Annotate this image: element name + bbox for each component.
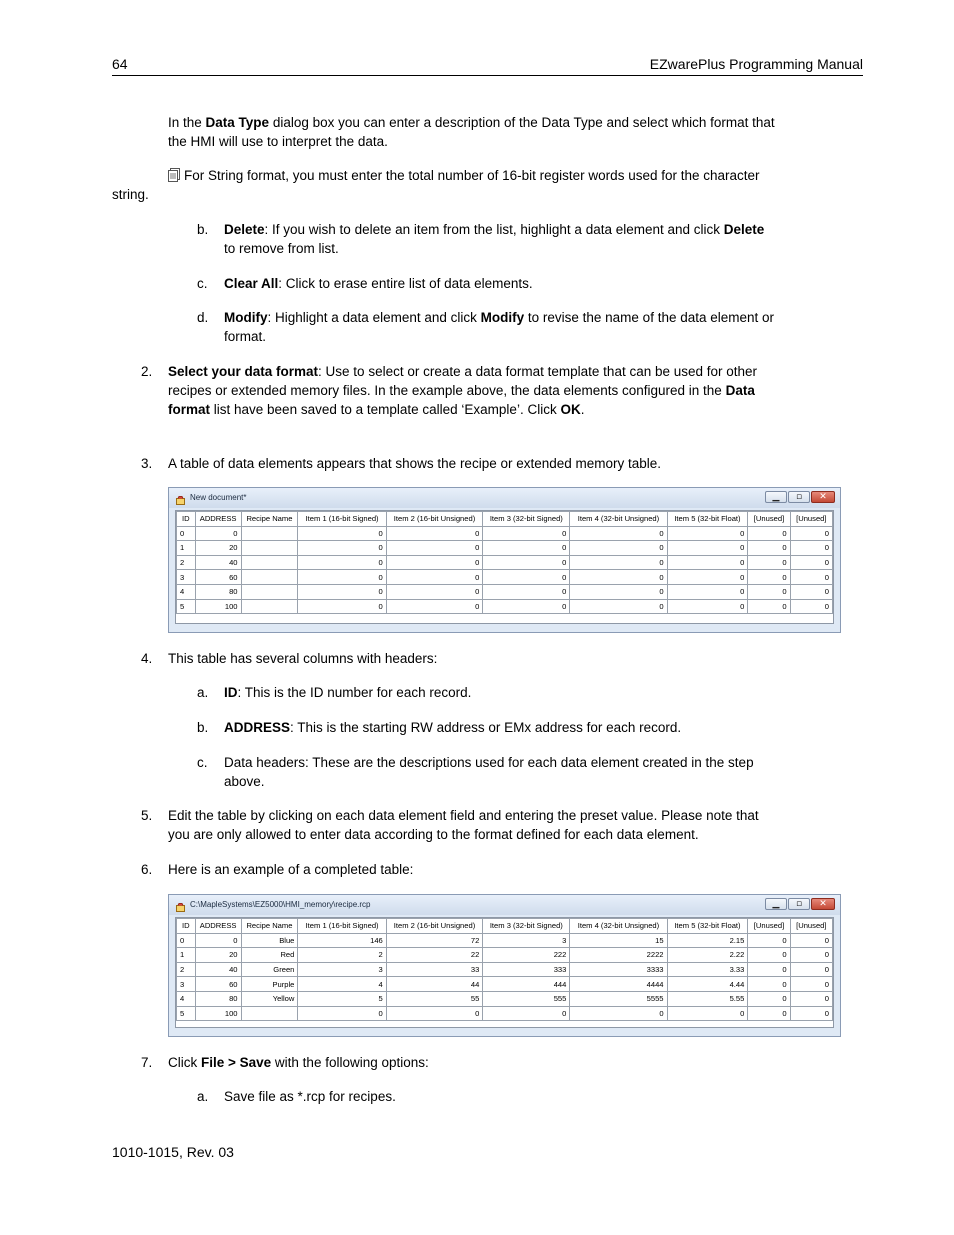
table-cell[interactable]: 0 (748, 948, 790, 963)
table-row (177, 599, 833, 614)
list-letter: a. (197, 1089, 209, 1104)
table-cell[interactable]: 0 (483, 570, 570, 585)
table-row (177, 555, 833, 570)
page-number: 64 (112, 56, 128, 72)
table-cell[interactable]: 22 (386, 948, 483, 963)
window-title: C:\MapleSystems\EZ5000\HMI_memory\recipe.rcp (190, 900, 371, 909)
table-row (177, 1006, 833, 1021)
table-cell[interactable]: 0 (748, 962, 790, 977)
table-cell[interactable]: Blue (241, 933, 298, 948)
row-id-cell: 3 (177, 570, 196, 585)
list-item-save-as: Save file as *.rcp for recipes. (224, 1089, 396, 1104)
row-id-cell: 0 (177, 526, 196, 541)
row-id-cell: 1 (177, 541, 196, 556)
table-cell[interactable]: 33 (386, 962, 483, 977)
table-cell[interactable]: 0 (790, 933, 832, 948)
table-cell[interactable]: 0 (748, 526, 790, 541)
recipe-table (176, 918, 833, 1021)
table-cell[interactable]: Yellow (241, 991, 298, 1006)
table-cell[interactable] (241, 541, 298, 556)
table-cell[interactable]: 80 (195, 584, 241, 599)
row-id-cell: 3 (177, 977, 196, 992)
column-header[interactable]: ID (177, 512, 196, 527)
table-cell[interactable]: 0 (748, 584, 790, 599)
modify-text-2: to revise the name of the data element or (524, 310, 775, 325)
table-cell[interactable]: 0 (483, 541, 570, 556)
table-cell[interactable]: 44 (386, 977, 483, 992)
table-row (177, 991, 833, 1006)
table-cell[interactable]: 0 (298, 599, 386, 614)
row-id-cell: 4 (177, 991, 196, 1006)
column-header[interactable]: [Unused] (748, 919, 790, 934)
note-line2: string. (112, 187, 149, 202)
table-cell[interactable]: 0 (667, 526, 748, 541)
table-cell[interactable]: 0 (570, 555, 667, 570)
table-cell[interactable]: 0 (748, 599, 790, 614)
table-cell[interactable]: 60 (195, 977, 241, 992)
column-header[interactable]: [Unused] (790, 512, 832, 527)
row-id-cell: 5 (177, 1006, 196, 1021)
window-title: New document* (190, 493, 247, 502)
row-id-cell: 5 (177, 599, 196, 614)
table-cell[interactable] (241, 526, 298, 541)
minimize-icon: ▁ (772, 492, 780, 502)
table-cell[interactable]: 0 (790, 1006, 832, 1021)
intro-paragraph (168, 113, 775, 151)
data-headers-text: Data headers: These are the descriptions used for each data element created in the step (224, 755, 754, 770)
table-cell[interactable]: 0 (790, 570, 832, 585)
table-cell[interactable]: 146 (298, 933, 386, 948)
table-cell[interactable]: 15 (570, 933, 667, 948)
data-headers-line2: above. (224, 774, 265, 789)
step7-text: Click (168, 1055, 201, 1070)
window-title-bar (169, 488, 840, 508)
close-button[interactable] (811, 491, 835, 503)
step-number: 6. (141, 862, 153, 877)
table-row (177, 570, 833, 585)
step2-bold-ok: OK (560, 402, 581, 417)
table-cell[interactable] (241, 599, 298, 614)
step2-line1: : Use to select or create a data format template that can be used for other (318, 364, 758, 379)
table-cell[interactable]: 0 (570, 599, 667, 614)
table-cell[interactable]: 0 (483, 555, 570, 570)
table-cell[interactable]: 72 (386, 933, 483, 948)
table-cell[interactable]: 0 (748, 1006, 790, 1021)
list-item-clear-all (224, 274, 533, 293)
column-header[interactable]: Item 5 (32-bit Float) (667, 919, 748, 934)
step2-term: Select your data format (168, 364, 319, 379)
table-cell[interactable]: 0 (195, 526, 241, 541)
step2-line2: recipes or extended memory files. In the example above, the data elements configured in the (168, 383, 726, 398)
table-cell[interactable]: 4 (298, 977, 386, 992)
column-header[interactable]: Item 1 (16-bit Signed) (298, 919, 386, 934)
table-cell[interactable]: 0 (790, 555, 832, 570)
step7-paragraph (168, 1053, 429, 1072)
table-cell[interactable]: 0 (570, 541, 667, 556)
step6-text: Here is an example of a completed table: (168, 862, 414, 877)
list-letter: c. (197, 755, 208, 770)
table-cell[interactable] (241, 584, 298, 599)
column-header[interactable]: [Unused] (790, 919, 832, 934)
column-header[interactable]: [Unused] (748, 512, 790, 527)
step3-text: A table of data elements appears that shows the recipe or extended memory table. (168, 456, 662, 471)
app-icon (176, 900, 185, 909)
table-cell[interactable]: 0 (386, 599, 483, 614)
column-header[interactable]: Item 4 (32-bit Unsigned) (570, 512, 667, 527)
column-header[interactable]: Item 3 (32-bit Signed) (483, 512, 570, 527)
row-id-cell: 4 (177, 584, 196, 599)
table-cell[interactable]: 0 (386, 570, 483, 585)
table-row (177, 526, 833, 541)
table-cell[interactable]: 0 (790, 526, 832, 541)
table-cell[interactable]: 0 (483, 599, 570, 614)
table-row (177, 977, 833, 992)
table-cell[interactable]: 0 (667, 541, 748, 556)
table-cell[interactable]: 0 (298, 555, 386, 570)
table-cell[interactable]: Purple (241, 977, 298, 992)
column-header[interactable]: ADDRESS (195, 919, 241, 934)
modify-text: : Highlight a data element and click (267, 310, 481, 325)
table-cell[interactable] (241, 555, 298, 570)
row-id-cell: 2 (177, 555, 196, 570)
id-text: : This is the ID number for each record. (237, 685, 472, 700)
table-cell[interactable]: 0 (667, 570, 748, 585)
table-cell[interactable]: 444 (483, 977, 570, 992)
table-cell[interactable]: 0 (790, 584, 832, 599)
table-cell[interactable]: 40 (195, 555, 241, 570)
table-cell[interactable]: 222 (483, 948, 570, 963)
table-cell[interactable]: 0 (386, 555, 483, 570)
recipe-file-window (168, 894, 841, 1037)
maximize-icon: ▫ (795, 899, 803, 909)
table-cell[interactable]: 0 (298, 1006, 386, 1021)
clear-all-term: Clear All (224, 276, 279, 291)
table-cell[interactable]: 0 (748, 991, 790, 1006)
delete-text-line2: to remove from list. (224, 241, 339, 256)
table-cell[interactable]: 0 (483, 1006, 570, 1021)
table-cell[interactable]: 0 (298, 584, 386, 599)
table-cell[interactable]: 2.15 (667, 933, 748, 948)
table-cell[interactable]: 20 (195, 541, 241, 556)
row-id-cell: 0 (177, 933, 196, 948)
step5-line1: Edit the table by clicking on each data element field and entering the preset value. Please note that (168, 808, 759, 823)
table-cell[interactable]: 0 (667, 599, 748, 614)
table-cell[interactable]: 60 (195, 570, 241, 585)
delete-text: : If you wish to delete an item from the list, highlight a data element and click (264, 222, 724, 237)
list-item-id (224, 683, 471, 702)
table-cell[interactable]: 5555 (570, 991, 667, 1006)
note-text: For String format, you must enter the total number of 16-bit register words used for the character (184, 168, 760, 183)
table-cell[interactable]: 0 (298, 541, 386, 556)
column-header[interactable]: ADDRESS (195, 512, 241, 527)
table-cell[interactable]: 0 (483, 584, 570, 599)
column-header[interactable]: Item 4 (32-bit Unsigned) (570, 919, 667, 934)
column-header[interactable]: Recipe Name (241, 919, 298, 934)
modify-term: Modify (224, 310, 268, 325)
list-letter: b. (197, 720, 209, 735)
table-cell[interactable]: 2222 (570, 948, 667, 963)
table-cell[interactable]: 3 (483, 933, 570, 948)
column-header[interactable]: Item 2 (16-bit Unsigned) (386, 512, 483, 527)
close-icon: ✕ (819, 899, 827, 909)
table-cell[interactable]: 0 (667, 1006, 748, 1021)
table-cell[interactable]: 0 (790, 962, 832, 977)
table-header-row (177, 919, 833, 934)
table-cell[interactable]: 40 (195, 962, 241, 977)
intro-text: In the (168, 115, 206, 130)
close-button[interactable] (811, 898, 835, 910)
step-number: 2. (141, 364, 153, 379)
table-cell[interactable]: 3.33 (667, 962, 748, 977)
list-letter: c. (197, 276, 208, 291)
table-cell[interactable]: 80 (195, 991, 241, 1006)
window-title-bar (169, 895, 840, 915)
minimize-button[interactable] (765, 898, 787, 910)
table-cell[interactable]: 0 (748, 977, 790, 992)
step2-bold-format: format (168, 402, 211, 417)
modify-text-line2: format. (224, 329, 267, 344)
table-cell[interactable]: 0 (483, 526, 570, 541)
table-row (177, 948, 833, 963)
table-row (177, 962, 833, 977)
id-term: ID (224, 685, 238, 700)
table-cell[interactable]: 0 (667, 584, 748, 599)
maximize-button[interactable] (788, 491, 810, 503)
table-cell[interactable]: 0 (748, 570, 790, 585)
list-item-data-headers (224, 753, 754, 791)
clear-all-text: : Click to erase entire list of data elements. (278, 276, 533, 291)
intro-text-cont: dialog box you can enter a description of the Data Type and select which format that (269, 115, 775, 130)
table-cell[interactable]: 2.22 (667, 948, 748, 963)
column-header[interactable]: Item 1 (16-bit Signed) (298, 512, 386, 527)
table-cell[interactable]: 100 (195, 1006, 241, 1021)
table-cell[interactable]: 0 (386, 541, 483, 556)
list-item-modify (224, 308, 774, 346)
table-cell[interactable]: 4.44 (667, 977, 748, 992)
table-cell[interactable]: 555 (483, 991, 570, 1006)
address-term: ADDRESS (224, 720, 291, 735)
doc-number: 1010-1015, Rev. 03 (112, 1144, 234, 1160)
step7-file-save: File > Save (201, 1055, 272, 1070)
recipe-table (176, 511, 833, 614)
step7-text-cont: with the following options: (271, 1055, 429, 1070)
table-cell[interactable]: 0 (790, 977, 832, 992)
column-header[interactable]: ID (177, 919, 196, 934)
new-document-window (168, 487, 841, 633)
maximize-icon: ▫ (795, 492, 803, 502)
step4-text: This table has several columns with headers: (168, 651, 438, 666)
delete-term-2: Delete (723, 222, 765, 237)
table-cell[interactable]: 0 (386, 584, 483, 599)
table-cell[interactable]: 55 (386, 991, 483, 1006)
app-icon (176, 493, 185, 502)
table-cell[interactable]: 0 (790, 991, 832, 1006)
table-header-row (177, 512, 833, 527)
step2-line3: list have been saved to a template called ‘Example’. Click (210, 402, 561, 417)
step5-paragraph (168, 806, 759, 844)
table-cell[interactable] (241, 1006, 298, 1021)
step-number: 7. (141, 1055, 153, 1070)
recipe-table-container (175, 510, 834, 624)
table-cell[interactable]: 0 (570, 570, 667, 585)
minimize-button[interactable] (765, 491, 787, 503)
step-number: 3. (141, 456, 153, 471)
table-cell[interactable]: 5 (298, 991, 386, 1006)
list-letter: a. (197, 685, 209, 700)
close-icon: ✕ (819, 492, 827, 502)
table-row (177, 541, 833, 556)
list-item-address (224, 718, 681, 737)
header-rule (112, 75, 863, 76)
table-cell[interactable]: 0 (790, 599, 832, 614)
table-cell[interactable]: 4444 (570, 977, 667, 992)
table-cell[interactable]: 0 (667, 555, 748, 570)
note-line1 (168, 166, 760, 185)
table-row (177, 933, 833, 948)
recipe-table-container (175, 917, 834, 1028)
table-row (177, 584, 833, 599)
list-letter: b. (197, 222, 209, 237)
table-cell[interactable]: 3 (298, 962, 386, 977)
table-cell[interactable]: 0 (748, 541, 790, 556)
step-number: 4. (141, 651, 153, 666)
modify-term-2: Modify (480, 310, 525, 325)
minimize-icon: ▁ (772, 899, 780, 909)
step2-bold-data: Data (725, 383, 755, 398)
list-item-delete (224, 220, 764, 258)
column-header[interactable]: Item 3 (32-bit Signed) (483, 919, 570, 934)
row-id-cell: 1 (177, 948, 196, 963)
table-cell[interactable]: 0 (386, 526, 483, 541)
step2-paragraph (168, 362, 757, 419)
table-cell[interactable]: 0 (386, 1006, 483, 1021)
table-cell[interactable]: 5.55 (667, 991, 748, 1006)
maximize-button[interactable] (788, 898, 810, 910)
table-cell[interactable]: Red (241, 948, 298, 963)
table-cell[interactable]: Green (241, 962, 298, 977)
table-cell[interactable]: 0 (570, 526, 667, 541)
address-text: : This is the starting RW address or EMx address for each record. (290, 720, 682, 735)
table-cell[interactable]: 0 (748, 555, 790, 570)
manual-title: EZwarePlus Programming Manual (649, 56, 863, 72)
intro-bold-data-type: Data Type (205, 115, 270, 130)
table-cell[interactable]: 0 (748, 933, 790, 948)
table-cell[interactable] (241, 570, 298, 585)
step-number: 5. (141, 808, 153, 823)
delete-term: Delete (224, 222, 265, 237)
table-cell[interactable]: 0 (570, 1006, 667, 1021)
table-cell[interactable]: 0 (570, 584, 667, 599)
column-header[interactable]: Recipe Name (241, 512, 298, 527)
step2-period: . (580, 402, 585, 417)
column-header[interactable]: Item 2 (16-bit Unsigned) (386, 919, 483, 934)
table-cell[interactable]: 20 (195, 948, 241, 963)
table-cell[interactable]: 333 (483, 962, 570, 977)
table-cell[interactable]: 0 (298, 526, 386, 541)
table-cell[interactable]: 0 (298, 570, 386, 585)
table-cell[interactable]: 3333 (570, 962, 667, 977)
list-letter: d. (197, 310, 209, 325)
step5-line2: you are only allowed to enter data according to the format defined for each data element. (168, 827, 699, 842)
note-icon (168, 168, 180, 182)
column-header[interactable]: Item 5 (32-bit Float) (667, 512, 748, 527)
intro-line2: the HMI will use to interpret the data. (168, 134, 388, 149)
table-cell[interactable]: 0 (790, 948, 832, 963)
table-cell[interactable]: 0 (195, 933, 241, 948)
table-cell[interactable]: 100 (195, 599, 241, 614)
table-cell[interactable]: 2 (298, 948, 386, 963)
row-id-cell: 2 (177, 962, 196, 977)
table-cell[interactable]: 0 (790, 541, 832, 556)
